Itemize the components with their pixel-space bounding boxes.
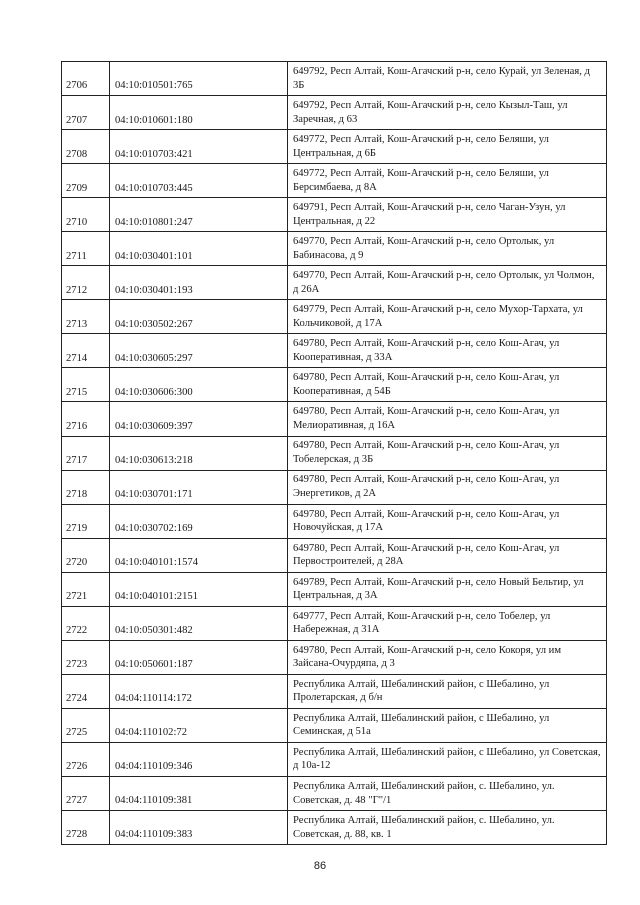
table-row [62, 470, 607, 504]
row-number-cell: 2710 [62, 198, 110, 232]
cadastral-number-cell: 04:10:030502:267 [110, 300, 288, 334]
cadastral-number-cell: 04:10:030606:300 [110, 368, 288, 402]
row-number-cell: 2706 [62, 62, 110, 96]
table-row [62, 198, 607, 232]
table-row [62, 811, 607, 845]
cadastral-number-cell: 04:10:050601:187 [110, 640, 288, 674]
row-number-cell: 2711 [62, 232, 110, 266]
address-cell: 649789, Респ Алтай, Кош-Агачский р-н, село Новый Бельтир, ул Центральная, д 3А [288, 572, 607, 606]
address-cell: Республика Алтай, Шебалинский район, с Шебалино, ул Пролетарская, д б/н [288, 674, 607, 708]
row-number-cell: 2723 [62, 640, 110, 674]
row-number-cell: 2717 [62, 436, 110, 470]
row-number-cell: 2720 [62, 538, 110, 572]
address-cell: 649779, Респ Алтай, Кош-Агачский р-н, село Мухор-Тархата, ул Кольчиковой, д 17А [288, 300, 607, 334]
row-number-cell: 2722 [62, 606, 110, 640]
row-number-cell: 2709 [62, 164, 110, 198]
address-cell: 649780, Респ Алтай, Кош-Агачский р-н, село Кош-Агач, ул Кооперативная, д 33А [288, 334, 607, 368]
cadastral-number-cell: 04:10:010501:765 [110, 62, 288, 96]
row-number-cell: 2726 [62, 742, 110, 776]
row-number-cell: 2728 [62, 811, 110, 845]
address-cell: 649780, Респ Алтай, Кош-Агачский р-н, село Кош-Агач, ул Энергетиков, д 2А [288, 470, 607, 504]
row-number-cell: 2716 [62, 402, 110, 436]
cadastral-number-cell: 04:10:040101:1574 [110, 538, 288, 572]
cadastral-number-cell: 04:10:030701:171 [110, 470, 288, 504]
cadastral-number-cell: 04:04:110109:381 [110, 776, 288, 810]
address-cell: 649792, Респ Алтай, Кош-Агачский р-н, село Кызыл-Таш, ул Заречная, д 63 [288, 96, 607, 130]
row-number-cell: 2707 [62, 96, 110, 130]
table-row [62, 62, 607, 96]
row-number-cell: 2724 [62, 674, 110, 708]
row-number-cell: 2714 [62, 334, 110, 368]
table-row [62, 402, 607, 436]
address-cell: 649792, Респ Алтай, Кош-Агачский р-н, село Курай, ул Зеленая, д 3Б [288, 62, 607, 96]
address-cell: 649780, Респ Алтай, Кош-Агачский р-н, село Кош-Агач, ул Новочуйская, д 17А [288, 504, 607, 538]
cadastral-number-cell: 04:10:010703:445 [110, 164, 288, 198]
cadastral-number-cell: 04:10:050301:482 [110, 606, 288, 640]
address-cell: 649780, Респ Алтай, Кош-Агачский р-н, село Кош-Агач, ул Мелиоративная, д 16А [288, 402, 607, 436]
table-row [62, 300, 607, 334]
address-cell: 649780, Респ Алтай, Кош-Агачский р-н, село Кош-Агач, ул Тобелерская, д 3Б [288, 436, 607, 470]
cadastral-number-cell: 04:10:040101:2151 [110, 572, 288, 606]
address-cell: Республика Алтай, Шебалинский район, с Шебалино, ул Семинская, д 51а [288, 708, 607, 742]
address-cell: 649780, Респ Алтай, Кош-Агачский р-н, село Кош-Агач, ул Первостроителей, д 28А [288, 538, 607, 572]
table-row [62, 232, 607, 266]
cadastral-number-cell: 04:04:110109:383 [110, 811, 288, 845]
address-cell: Республика Алтай, Шебалинский район, с Шебалино, ул Советская, д 10а-12 [288, 742, 607, 776]
cadastral-number-cell: 04:10:030401:193 [110, 266, 288, 300]
table-row [62, 266, 607, 300]
row-number-cell: 2719 [62, 504, 110, 538]
address-cell: 649770, Респ Алтай, Кош-Агачский р-н, село Ортолык, ул Бабинасова, д 9 [288, 232, 607, 266]
address-cell: 649791, Респ Алтай, Кош-Агачский р-н, село Чаган-Узун, ул Центральная, д 22 [288, 198, 607, 232]
row-number-cell: 2725 [62, 708, 110, 742]
table-row [62, 674, 607, 708]
address-cell: 649772, Респ Алтай, Кош-Агачский р-н, село Беляши, ул Берсимбаева, д 8А [288, 164, 607, 198]
row-number-cell: 2708 [62, 130, 110, 164]
table-row [62, 504, 607, 538]
table-row [62, 776, 607, 810]
table-row [62, 742, 607, 776]
row-number-cell: 2718 [62, 470, 110, 504]
address-cell: 649772, Респ Алтай, Кош-Агачский р-н, село Беляши, ул Центральная, д 6Б [288, 130, 607, 164]
cadastral-number-cell: 04:10:010703:421 [110, 130, 288, 164]
row-number-cell: 2715 [62, 368, 110, 402]
table-row [62, 334, 607, 368]
table-row [62, 96, 607, 130]
cadastral-number-cell: 04:10:010801:247 [110, 198, 288, 232]
table-row [62, 606, 607, 640]
address-cell: 649780, Респ Алтай, Кош-Агачский р-н, село Кокоря, ул им Зайсана-Очурдяпа, д 3 [288, 640, 607, 674]
cadastral-number-cell: 04:04:110109:346 [110, 742, 288, 776]
table-row [62, 130, 607, 164]
row-number-cell: 2721 [62, 572, 110, 606]
row-number-cell: 2727 [62, 776, 110, 810]
table-row [62, 164, 607, 198]
address-cell: Республика Алтай, Шебалинский район, с. Шебалино, ул. Советская, д. 88, кв. 1 [288, 811, 607, 845]
cadastral-number-cell: 04:10:030702:169 [110, 504, 288, 538]
address-cell: 649780, Респ Алтай, Кош-Агачский р-н, село Кош-Агач, ул Кооперативная, д 54Б [288, 368, 607, 402]
cadastral-number-cell: 04:10:010601:180 [110, 96, 288, 130]
address-cell: Республика Алтай, Шебалинский район, с. Шебалино, ул. Советская, д. 48 "Г"/1 [288, 776, 607, 810]
address-cell: 649770, Респ Алтай, Кош-Агачский р-н, село Ортолык, ул Чолмон, д 26А [288, 266, 607, 300]
table-row [62, 708, 607, 742]
row-number-cell: 2712 [62, 266, 110, 300]
registry-table [61, 61, 607, 845]
table-body [62, 62, 607, 845]
row-number-cell: 2713 [62, 300, 110, 334]
table-row [62, 572, 607, 606]
table-row [62, 538, 607, 572]
cadastral-number-cell: 04:10:030401:101 [110, 232, 288, 266]
table-row [62, 436, 607, 470]
address-cell: 649777, Респ Алтай, Кош-Агачский р-н, село Тобелер, ул Набережная, д 31А [288, 606, 607, 640]
cadastral-number-cell: 04:10:030605:297 [110, 334, 288, 368]
page-number: 86 [313, 860, 327, 872]
cadastral-number-cell: 04:10:030613:218 [110, 436, 288, 470]
cadastral-number-cell: 04:04:110114:172 [110, 674, 288, 708]
cadastral-number-cell: 04:10:030609:397 [110, 402, 288, 436]
cadastral-number-cell: 04:04:110102:72 [110, 708, 288, 742]
table-row [62, 640, 607, 674]
table-row [62, 368, 607, 402]
